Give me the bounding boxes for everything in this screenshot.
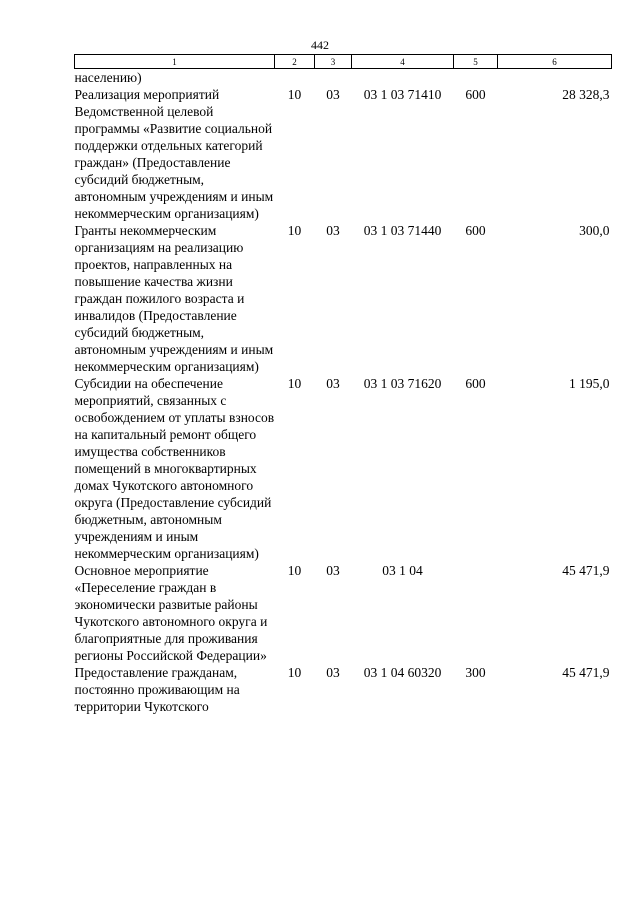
row-article: 03 1 04 [382,563,423,578]
row-name: Гранты некоммерческим организациям на реализацию проектов, направленных на повышение качества жизни граждан пожилого возраста и инвалидов (Предоставление субсидий бюджетным, автономным учреждениям и иным некоммерческим организациям) [74,223,274,374]
column-header-type: 5 [454,55,498,69]
row-subsection: 03 [326,87,340,102]
row-section: 10 [287,563,302,578]
column-number-row [75,55,612,69]
table-row [75,375,612,562]
row-subsection: 03 [326,376,340,391]
row-article: 03 1 03 71620 [363,376,442,391]
row-sum [498,69,612,87]
row-name: Основное мероприятие «Переселение граждан в экономически развитые районы Чукотского автономного округа и благоприятные для проживания регионы Российской Федерации» [74,563,268,663]
table-row [75,69,612,87]
row-name: Реализация мероприятий Ведомственной целевой программы «Развитие социальной поддержки отдельных категорий граждан» (Предоставление субсидий бюджетным, автономным учреждениям и иным некоммерческим организациям) [74,87,274,221]
row-sum: 45 471,9 [562,563,610,578]
column-header-name: 1 [75,55,275,69]
column-header-subsection: 3 [315,55,352,69]
row-section: 10 [287,376,302,391]
row-name: Предоставление гражданам, постоянно проживающим на территории Чукотского [74,665,240,714]
row-type [454,562,498,664]
row-section [275,69,315,87]
row-subsection [315,69,352,87]
row-type: 600 [465,87,486,102]
row-article: 03 1 04 60320 [363,665,442,680]
column-header-article: 4 [352,55,454,69]
column-header-sum: 6 [498,55,612,69]
table-row [75,664,612,715]
budget-table [74,54,612,715]
row-sum: 45 471,9 [562,665,610,680]
column-header-section: 2 [275,55,315,69]
row-subsection: 03 [326,223,340,238]
row-type: 300 [465,665,486,680]
row-sum: 1 195,0 [569,376,610,391]
row-name: населению) [74,70,142,85]
row-section: 10 [287,87,302,102]
table-row [75,222,612,375]
row-sum: 300,0 [579,223,610,238]
table-row [75,562,612,664]
row-article: 03 1 03 71440 [363,223,442,238]
row-article: 03 1 03 71410 [363,87,442,102]
table-row [75,86,612,222]
row-name: Субсидии на обеспечение мероприятий, связанных с освобождением от уплаты взносов на капитальный ремонт общего имущества собственников помещений в многоквартирных домах Чукотского автономного округа (Предоставление субсидий бюджетным, автономным учреждениям и иным некоммерческим организациям) [74,376,275,561]
row-section: 10 [287,223,302,238]
row-type: 600 [465,223,486,238]
row-subsection: 03 [326,665,340,680]
row-sum: 28 328,3 [562,87,610,102]
row-article [352,69,454,87]
page-number: 442 [311,38,329,52]
row-section: 10 [287,665,302,680]
row-type: 600 [465,376,486,391]
row-subsection: 03 [326,563,340,578]
row-type [454,69,498,87]
